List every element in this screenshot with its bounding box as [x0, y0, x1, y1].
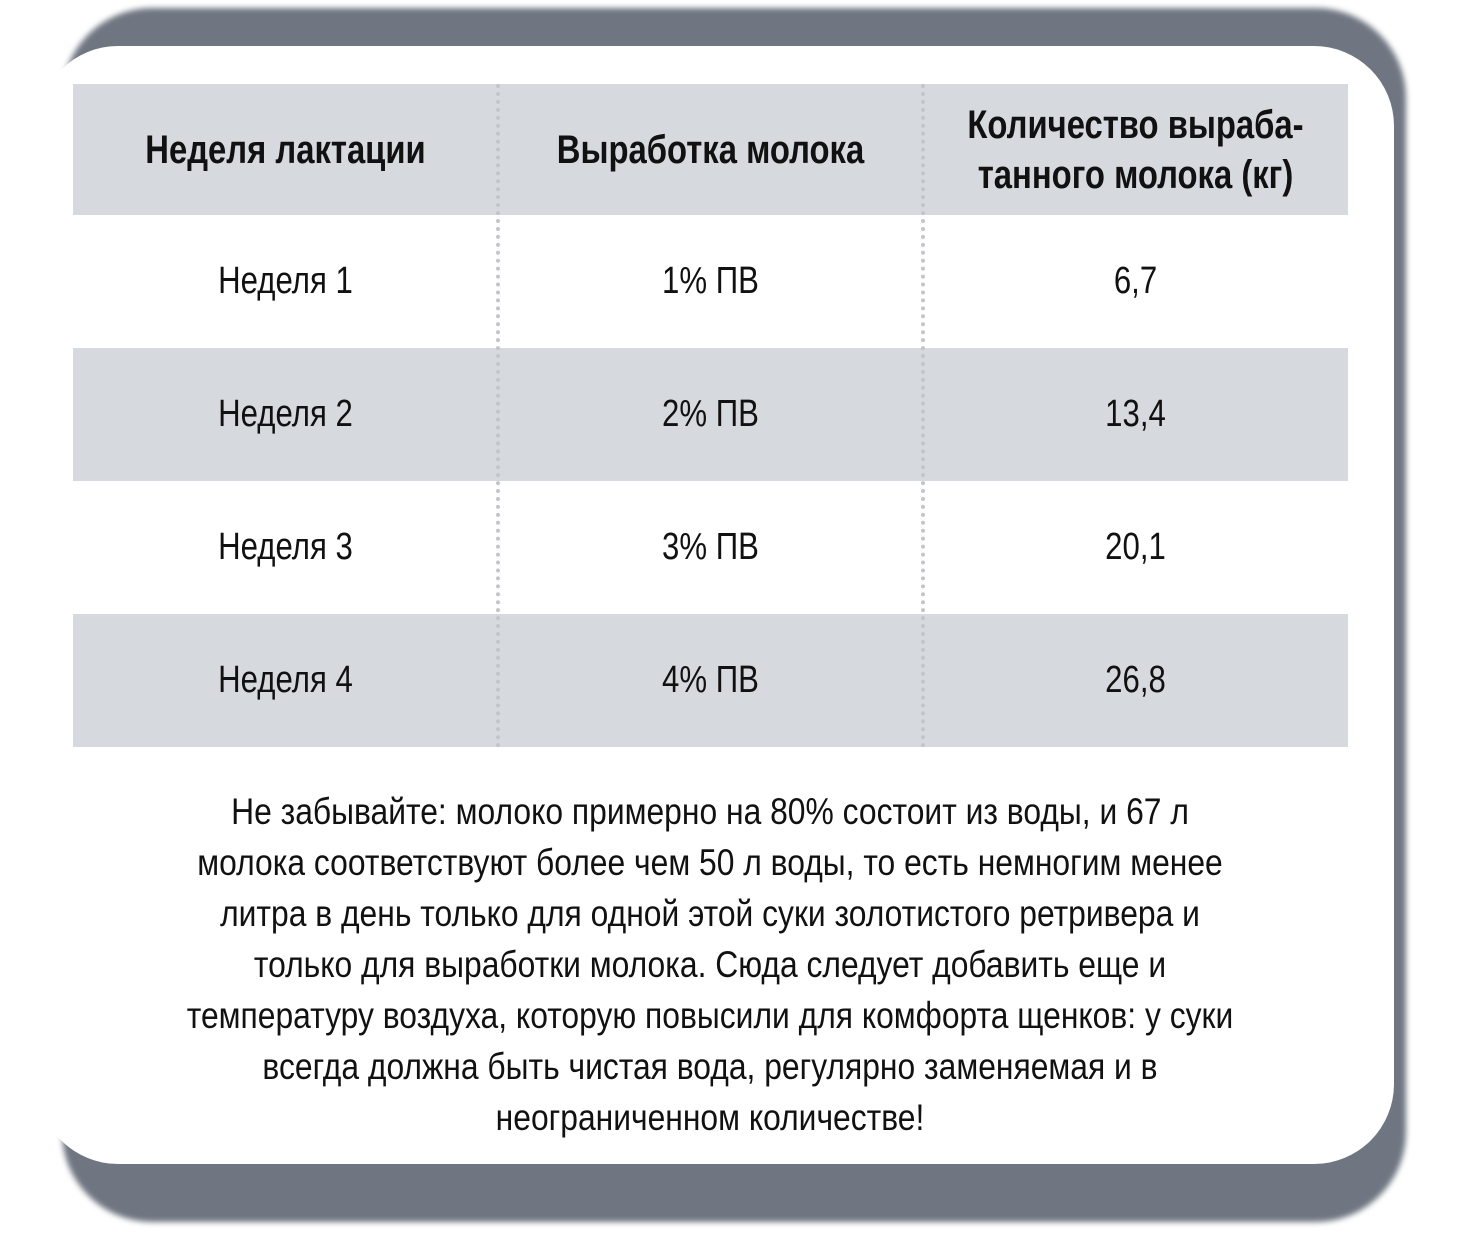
table-row	[73, 348, 1348, 481]
header-week: Неделя лактации	[145, 127, 426, 172]
header-milk-amount-text: Количество выраба- танного молока (кг)	[967, 102, 1304, 197]
column-divider	[496, 84, 500, 748]
column-divider	[921, 84, 925, 748]
cell-week: Неделя 3	[218, 526, 353, 568]
cell-amount: 6,7	[1113, 260, 1158, 302]
cell-production: 1% ПВ	[662, 260, 759, 302]
table-row	[73, 614, 1348, 747]
table-row	[73, 215, 1348, 348]
cell-week: Неделя 2	[218, 393, 353, 435]
table-row	[73, 481, 1348, 614]
header-milk-amount	[961, 84, 1310, 215]
cell-production: 3% ПВ	[662, 526, 759, 568]
header-milk-production: Выработка молока	[556, 127, 865, 172]
cell-amount: 20,1	[1105, 526, 1166, 568]
lactation-table	[73, 84, 1348, 747]
cell-amount: 26,8	[1105, 659, 1166, 701]
note-text: Не забывайте: молоко примерно на 80% состоит из воды, и 67 л молока соответствуют более чем 50 л воды, то есть немногим менее литра в день только для одной этой суки золотистого ретривера и только для выработки молока. Сюда следует добавить еще и температуру воздуха, которую повысили для комфорта щенков: у суки всегда должна быть чистая вода, регулярно заменяемая и в неограниченном количестве!	[186, 791, 1234, 1138]
cell-amount: 13,4	[1105, 393, 1166, 435]
cell-production: 2% ПВ	[662, 393, 759, 435]
table-header-row	[73, 84, 1348, 215]
cell-production: 4% ПВ	[662, 659, 759, 701]
cell-week: Неделя 4	[218, 659, 353, 701]
cell-week: Неделя 1	[218, 260, 353, 302]
